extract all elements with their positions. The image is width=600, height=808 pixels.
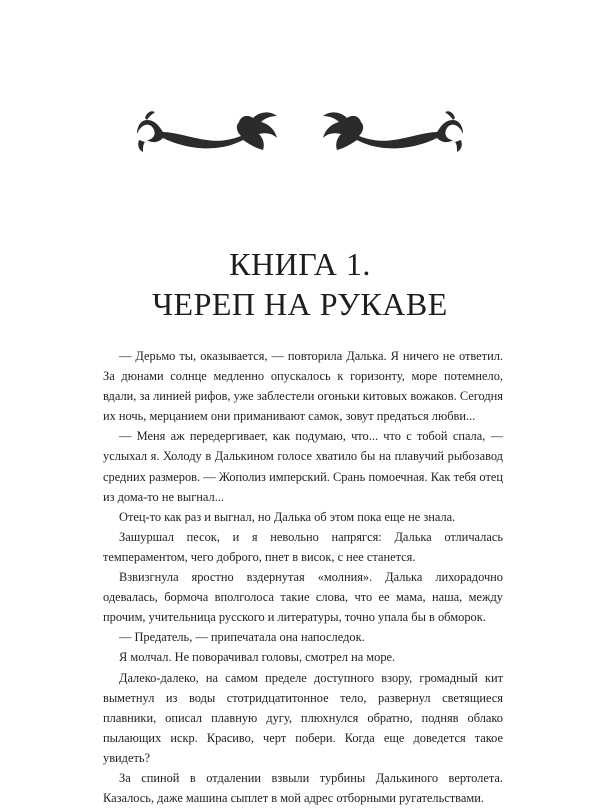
body-text [103,346,503,808]
paragraph: — Предатель, — припечатала она напоследок. [119,630,365,645]
paragraph: Далеко-далеко, на самом пределе доступного взору, громадный кит выметнул из воды стотридцатитонное тело, развернул светящиеся плавники, описал плавную дугу, плюхнулся обратно, подняв облако пылающих искр. Красиво, черт побери. Когда еще доведется такое увидеть? [103,670,503,765]
chapter-label: КНИГА 1. [229,246,371,282]
paragraph: Зашуршал песок, и я невольно напрягся: Далька отличалась темпераментом, чего доброго, пнет в висок, с нее станется. [103,529,503,564]
paragraph: Отец-то как раз и выгнал, но Далька об этом пока еще не знала. [119,509,456,524]
right-dragon-icon [323,111,463,152]
left-dragon-icon [137,111,277,152]
paragraph: Я молчал. Не поворачивал головы, смотрел на море. [119,650,396,665]
paragraph: — Дерьмо ты, оказывается, — повторила Далька. Я ничего не ответил. За дюнами солнце медленно опускалось к горизонту, море потемнело, вдали, за линией рифов, уже заблестели огоньки китовых вожаков. Сегодня их ночь, мерцанием они приманивают самок, зовут предаться любви... [103,349,503,424]
dragons-ornament-icon [135,100,465,170]
paragraph: Взвизгнула яростно вздернутая «молния». Далька лихорадочно одевалась, бормоча вполголоса такие слова, что ее мама, наша, между прочим, учительница русского и литературы, точно упала бы в обморок. [103,570,503,625]
paragraph: — Меня аж передергивает, как подумаю, что... что с тобой спала, — услыхал я. Холоду в Далькином голосе хватило бы на плавучий рыбозавод средних размеров. — Жополиз имперский. Срань помоечная. Как тебя отец из дома-то не выгнал... [103,429,503,504]
chapter-title: ЧЕРЕП НА РУКАВЕ [152,286,448,322]
paragraph: За спиной в отдалении взвыли турбины Далькиного вертолета. Казалось, даже машина сыплет в мой адрес отборными ругательствами. [103,770,503,806]
